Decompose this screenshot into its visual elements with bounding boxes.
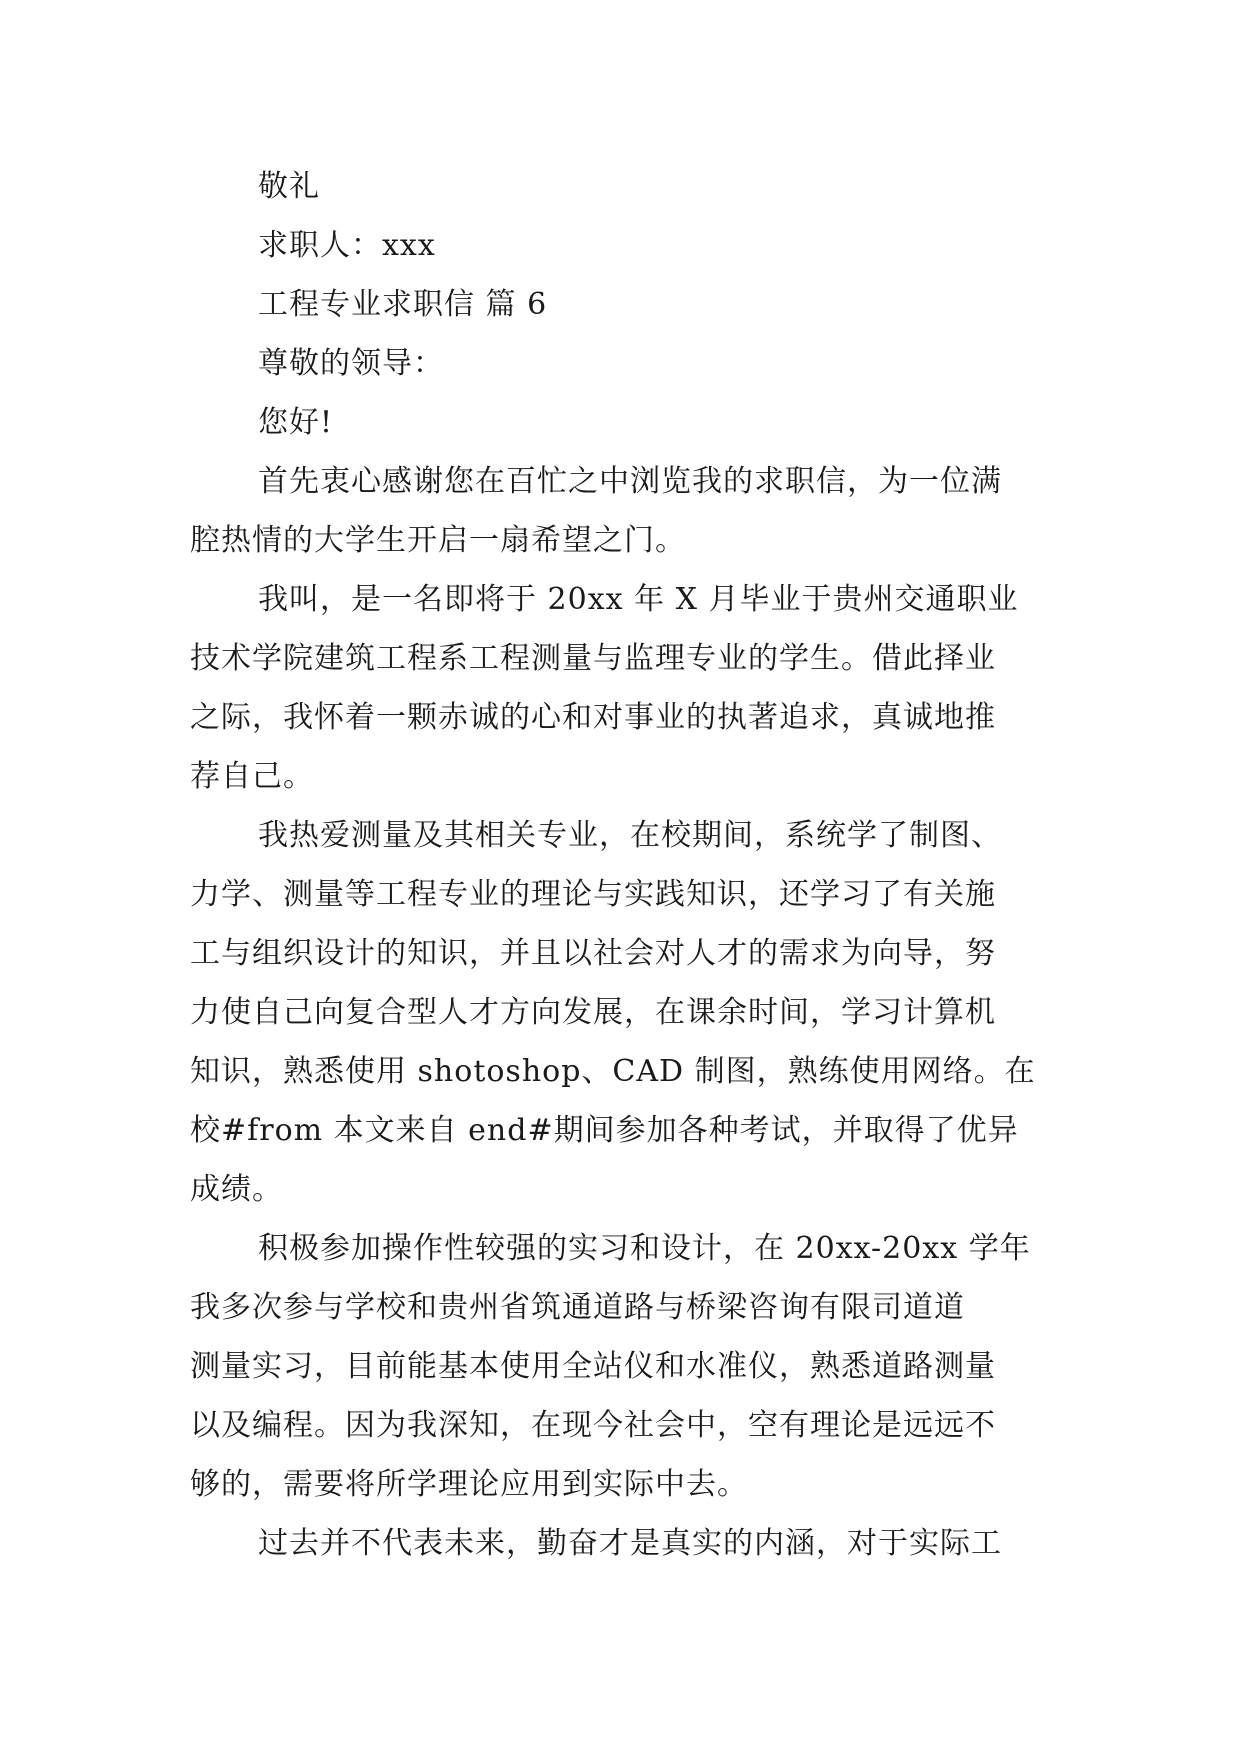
paragraph-line: 够的，需要将所学理论应用到实际中去。 — [190, 1467, 748, 1502]
paragraph-line: 积极参加操作性较强的实习和设计，在 20xx-20xx 学年 — [258, 1231, 1031, 1266]
paragraph-line: 腔热情的大学生开启一扇希望之门。 — [190, 523, 686, 558]
paragraph-line: 成绩。 — [190, 1172, 283, 1207]
paragraph-line: 我叫，是一名即将于 20xx 年 X 月毕业于贵州交通职业 — [258, 582, 1019, 617]
closing-salutation: 敬礼 — [258, 169, 320, 204]
applicant-signature: 求职人：xxx — [258, 228, 436, 263]
greeting-hello: 您好! — [258, 405, 334, 440]
paragraph-line: 首先衷心感谢您在百忙之中浏览我的求职信，为一位满 — [258, 464, 1002, 499]
paragraph-line: 之际，我怀着一颗赤诚的心和对事业的执著追求，真诚地推 — [190, 700, 996, 735]
paragraph-line: 校#from 本文来自 end#期间参加各种考试，并取得了优异 — [190, 1113, 1019, 1148]
paragraph-line: 过去并不代表未来，勤奋才是真实的内涵，对于实际工 — [258, 1526, 1002, 1561]
paragraph-line: 我多次参与学校和贵州省筑通道路与桥梁咨询有限司道道 — [190, 1290, 965, 1325]
paragraph-line: 工与组织设计的知识，并且以社会对人才的需求为向导，努 — [190, 936, 996, 971]
section-heading: 工程专业求职信 篇 6 — [258, 287, 548, 322]
paragraph-line: 测量实习，目前能基本使用全站仪和水准仪，熟悉道路测量 — [190, 1349, 996, 1384]
paragraph-line: 知识，熟悉使用 shotoshop、CAD 制图，熟练使用网络。在 — [190, 1054, 1036, 1089]
paragraph-line: 力学、测量等工程专业的理论与实践知识，还学习了有关施 — [190, 877, 996, 912]
paragraph-line: 以及编程。因为我深知，在现今社会中，空有理论是远远不 — [190, 1408, 996, 1443]
paragraph-line: 我热爱测量及其相关专业，在校期间，系统学了制图、 — [258, 818, 1002, 853]
paragraph-line: 力使自己向复合型人才方向发展，在课余时间，学习计算机 — [190, 995, 996, 1030]
greeting-recipient: 尊敬的领导： — [258, 346, 444, 381]
paragraph-line: 荐自己。 — [190, 759, 314, 794]
paragraph-line: 技术学院建筑工程系工程测量与监理专业的学生。借此择业 — [190, 641, 996, 676]
